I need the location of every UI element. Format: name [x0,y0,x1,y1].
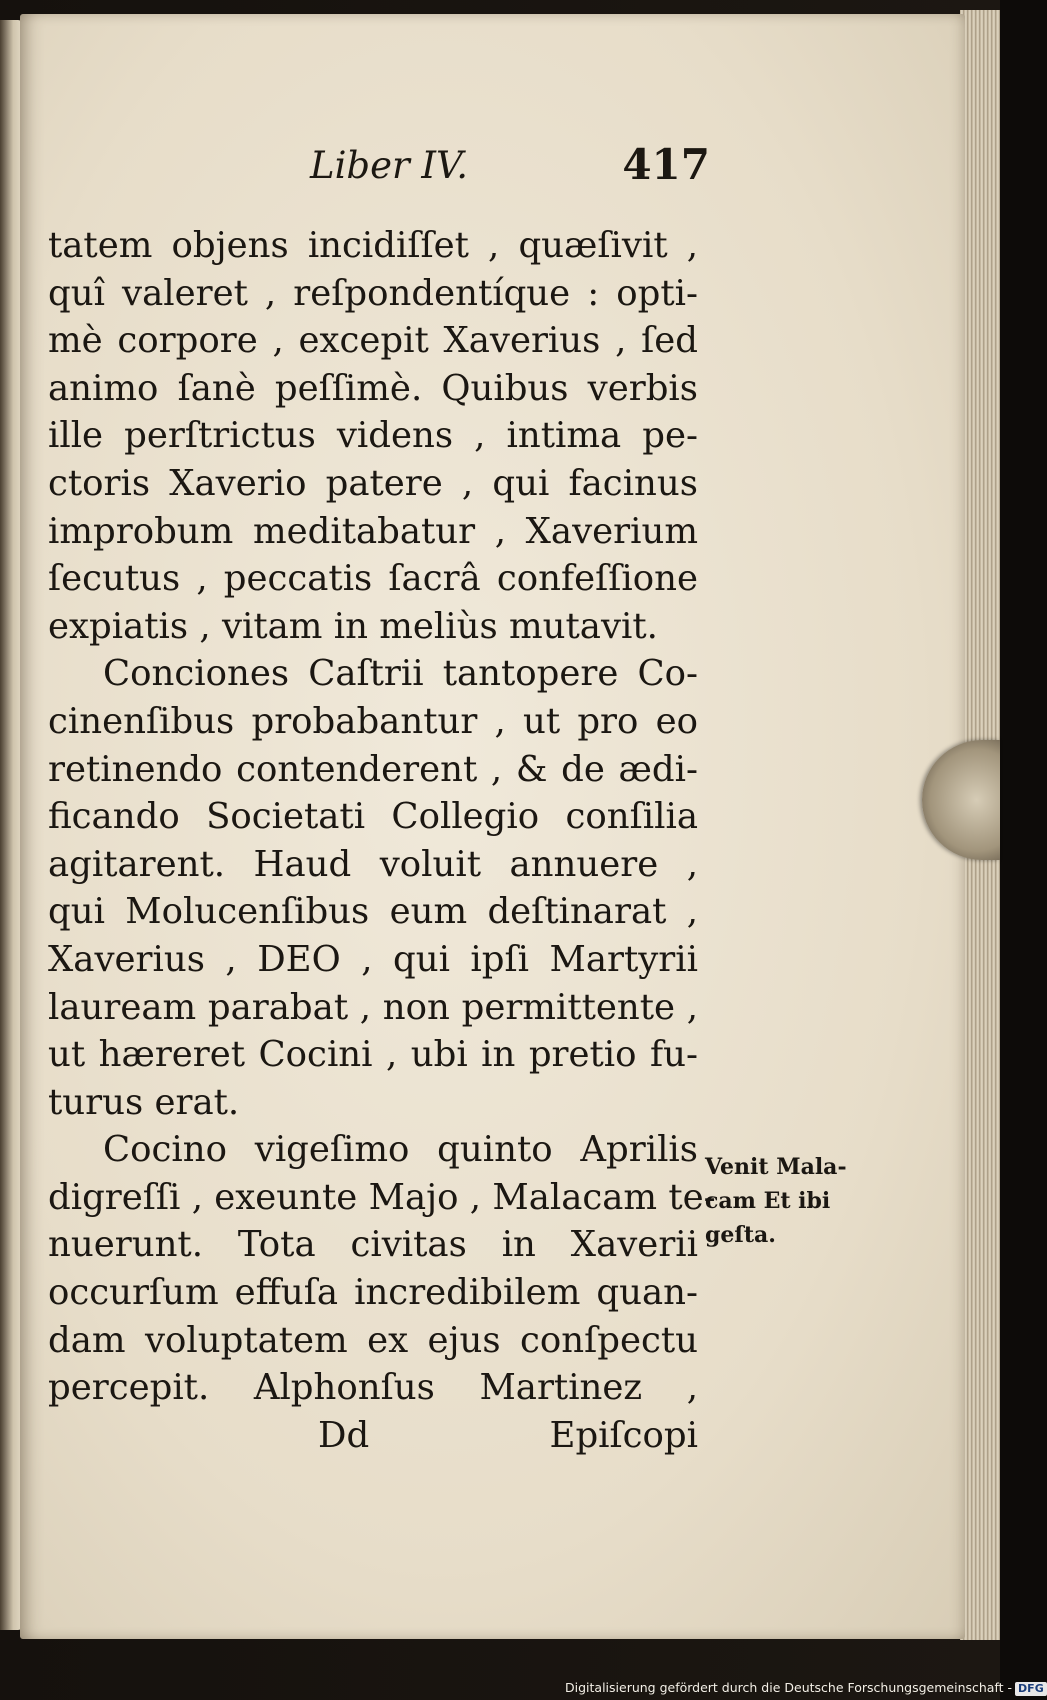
text-line: Xaverius , DEO , qui ipſi Martyrii [48,938,698,980]
previous-page-edge [0,20,22,1630]
text-line: ille perſtrictus videns , intima pe- [48,415,698,457]
body-text [48,222,716,1459]
text-line: ctoris Xaverio patere , qui facinus [48,462,698,504]
text-line: percepit. Alphonſus Martinez , [48,1367,698,1409]
marginal-note-line: geſta. [705,1222,776,1248]
catchline [48,1412,698,1460]
marginal-note [705,1150,885,1252]
digitization-credit [565,1678,1044,1698]
text-line: Conciones Caſtrii tantopere Co- [103,653,698,695]
text-line: nuerunt. Tota civitas in Xaverii [48,1224,698,1266]
text-line: improbum meditabatur , Xaverium [48,510,698,552]
text-line: agitarent. Haud voluit annuere , [48,843,698,885]
marginal-note-line: Venit Mala- [705,1154,847,1180]
text-line: animo ſanè peſſimè. Quibus verbis [48,367,698,409]
text-line: turus erat. [48,1081,240,1123]
page-number: 417 [622,140,710,189]
text-line: quî valeret , reſpondentíque : opti- [48,272,698,314]
text-line: occurſum effuſa incredibilem quan- [48,1272,698,1314]
text-line: lauream parabat , non permittente , [48,986,698,1028]
signature-mark: Dd [318,1414,370,1456]
marginal-note-line: cam Et ibi [705,1188,831,1214]
dfg-logo: DFG [1015,1682,1047,1696]
text-line: expiatis , vitam in meliùs mutavit. [48,605,658,647]
text-line: digreſſi , exeunte Majo , Malacam te- [48,1176,716,1218]
text-line: mè corpore , excepit Xaverius , ſed [48,320,698,362]
text-line: retinendo contenderent , & de ædi- [48,748,698,790]
text-line: ficando Societati Collegio conſilia [48,796,698,838]
text-line: tatem objens incidiſſet , quæſivit , [48,225,698,266]
text-line: ut hæreret Cocini , ubi in pretio fu- [48,1034,698,1076]
page-header [310,140,710,196]
text-line: cinenſibus probabantur , ut pro eo [48,700,698,742]
text-line: Cocino vigeſimo quinto Aprilis [103,1129,698,1171]
text-line: dam voluptatem ex ejus conſpectu [48,1319,698,1361]
catchword: Epiſcopi [549,1414,698,1456]
text-line: qui Molucenſibus eum deſtinarat , [48,891,698,933]
credit-text: Digitalisierung gefördert durch die Deutsche Forschungsgemeinschaft - [565,1680,1013,1695]
text-line: ſecutus , peccatis ſacrâ confeſſione [48,558,698,600]
running-title: Liber IV. [310,144,469,187]
